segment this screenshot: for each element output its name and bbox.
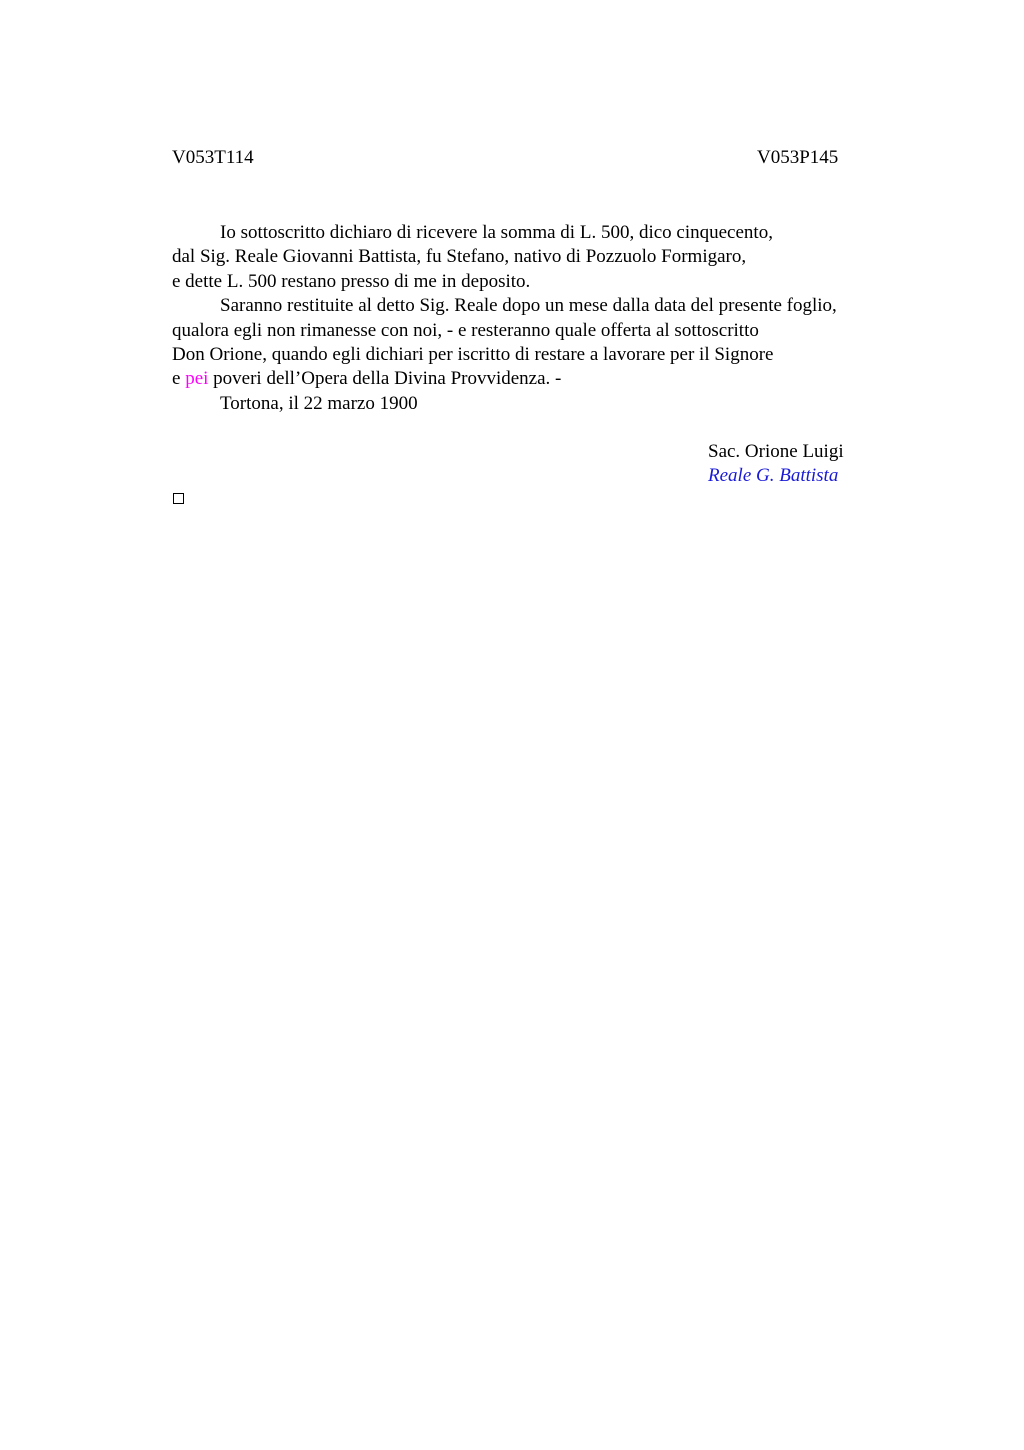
date-line: Tortona, il 22 marzo 1900 (220, 392, 418, 414)
header-left-code: V053T114 (172, 147, 254, 168)
body-line: e dette L. 500 restano presso di me in deposito. (172, 270, 531, 292)
body-text-segment: poveri dell’Opera della Divina Provvidenza. - (208, 368, 562, 390)
checkbox-icon[interactable] (173, 493, 184, 504)
body-line-with-highlight (172, 367, 932, 391)
signature-orione: Sac. Orione Luigi (708, 441, 844, 462)
body-line: Saranno restituite al detto Sig. Reale dopo un mese dalla data del presente foglio, (220, 295, 837, 317)
body-line: Don Orione, quando egli dichiari per iscritto di restare a lavorare per il Signore (172, 343, 774, 365)
highlighted-word: pei (185, 368, 209, 390)
body-text-segment: e (172, 368, 186, 390)
body-line: qualora egli non rimanesse con noi, - e resteranno quale offerta al sottoscritto (172, 319, 759, 341)
body-line: Io sottoscritto dichiaro di ricevere la somma di L. 500, dico cinquecento, (220, 222, 773, 243)
document-body (172, 221, 932, 416)
signature-reale: Reale G. Battista (708, 465, 839, 486)
body-line: dal Sig. Reale Giovanni Battista, fu Stefano, nativo di Pozzuolo Formigaro, (172, 246, 747, 268)
header-right-code: V053P145 (757, 147, 839, 168)
